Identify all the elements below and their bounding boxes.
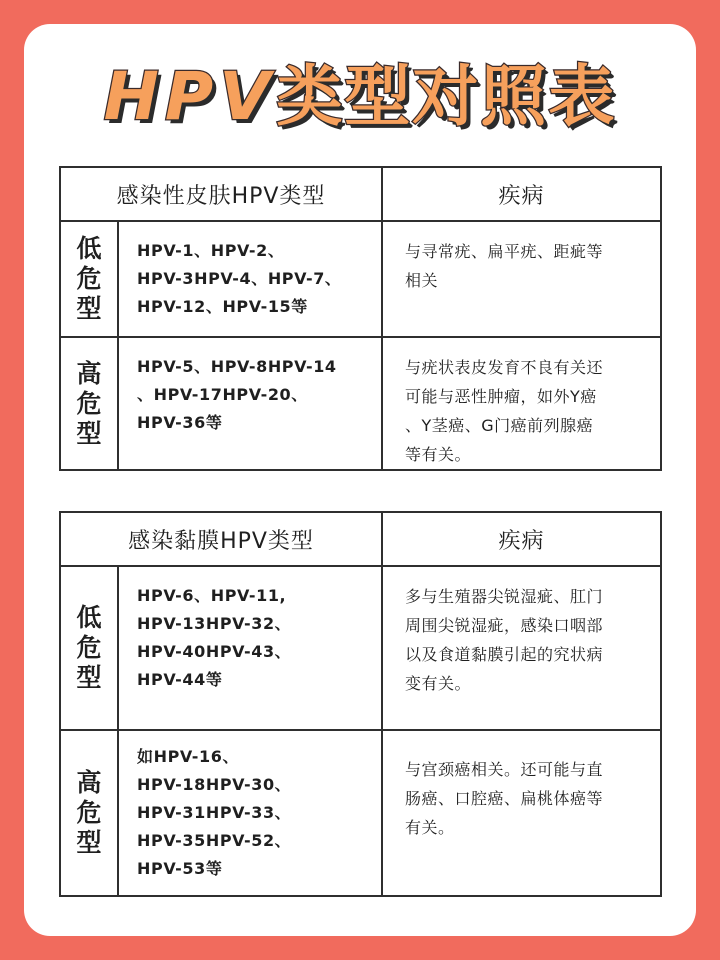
- level-char: 低: [76, 234, 102, 263]
- types-line: HPV-31HPV-33、: [137, 803, 292, 822]
- mucosa-hpv-table: [59, 511, 662, 897]
- disease-line: 多与生殖器尖锐湿疵、肛门: [405, 587, 604, 606]
- types-line: HPV-1、HPV-2、: [137, 241, 285, 260]
- level-char: 危: [76, 264, 102, 293]
- level-char: 型: [76, 294, 102, 323]
- title-chinese: 类型对照表: [276, 58, 617, 135]
- level-char: 型: [76, 828, 102, 857]
- disease-line: 、Y茎癌、G门癌前列腺癌: [405, 416, 594, 435]
- types-line: HPV-35HPV-52、: [137, 831, 292, 850]
- types-line: HPV-40HPV-43、: [137, 642, 292, 661]
- level-char: 危: [76, 388, 102, 418]
- disease-line: 有关。: [405, 818, 455, 837]
- disease-cell: [382, 337, 661, 470]
- disease-line: 周围尖锐湿疵，感染口咽部: [405, 616, 604, 635]
- types-line: HPV-6、HPV-11,: [137, 586, 287, 605]
- hpv-types-cell: [118, 730, 382, 896]
- disease-line: 相关: [405, 271, 439, 290]
- table-row: [60, 730, 661, 896]
- disease-line: 与宫颈癌相关。还可能与直: [405, 760, 604, 779]
- disease-cell: [382, 566, 661, 730]
- level-char: 型: [76, 418, 102, 448]
- level-char: 型: [76, 663, 102, 692]
- disease-line: 与疣状表皮发育不良有关还: [405, 358, 604, 377]
- level-char: 危: [76, 633, 102, 662]
- types-line: 、HPV-17HPV-20、: [137, 385, 308, 404]
- risk-level-high: [60, 337, 118, 470]
- disease-line: 肠癌、口腔癌、扁桃体癌等: [405, 789, 604, 808]
- level-char: 危: [76, 798, 102, 827]
- skin-type-header: 感染性皮肤HPV类型: [60, 167, 382, 221]
- page-title: [0, 52, 720, 142]
- hpv-types-cell: [118, 221, 382, 337]
- disease-line: 与寻常疣、扁平疣、距疵等: [405, 242, 604, 261]
- table-row: [60, 566, 661, 730]
- types-line: HPV-5、HPV-8HPV-14: [137, 357, 337, 376]
- mucosa-type-header: 感染黏膜HPV类型: [60, 512, 382, 566]
- types-line: HPV-18HPV-30、: [137, 775, 292, 794]
- risk-level-low: [60, 221, 118, 337]
- level-char: 低: [76, 603, 102, 632]
- types-line: HPV-44等: [137, 670, 223, 689]
- disease-line: 变有关。: [405, 674, 472, 693]
- types-line: HPV-13HPV-32、: [137, 614, 292, 633]
- types-line: HPV-53等: [137, 859, 223, 878]
- types-line: HPV-3HPV-4、HPV-7、: [137, 269, 342, 288]
- types-line: HPV-36等: [137, 413, 223, 432]
- risk-level-high: [60, 730, 118, 896]
- skin-disease-header: 疾病: [382, 167, 661, 221]
- hpv-types-cell: [118, 566, 382, 730]
- table-header-row: [60, 512, 661, 566]
- skin-hpv-table: [59, 166, 662, 471]
- level-char: 高: [76, 358, 102, 388]
- disease-line: 等有关。: [405, 445, 472, 464]
- types-line: HPV-12、HPV-15等: [137, 297, 308, 316]
- title-latin: HPV: [103, 58, 277, 135]
- table-row: [60, 221, 661, 337]
- disease-line: 可能与恶性肿瘤，如外Y癌: [405, 387, 597, 406]
- table-row: [60, 337, 661, 470]
- disease-cell: [382, 221, 661, 337]
- level-char: 高: [76, 768, 102, 797]
- hpv-types-cell: [118, 337, 382, 470]
- mucosa-disease-header: 疾病: [382, 512, 661, 566]
- disease-cell: [382, 730, 661, 896]
- risk-level-low: [60, 566, 118, 730]
- table-header-row: [60, 167, 661, 221]
- types-line: 如HPV-16、: [137, 747, 240, 766]
- disease-line: 以及食道黏膜引起的究状病: [405, 645, 604, 664]
